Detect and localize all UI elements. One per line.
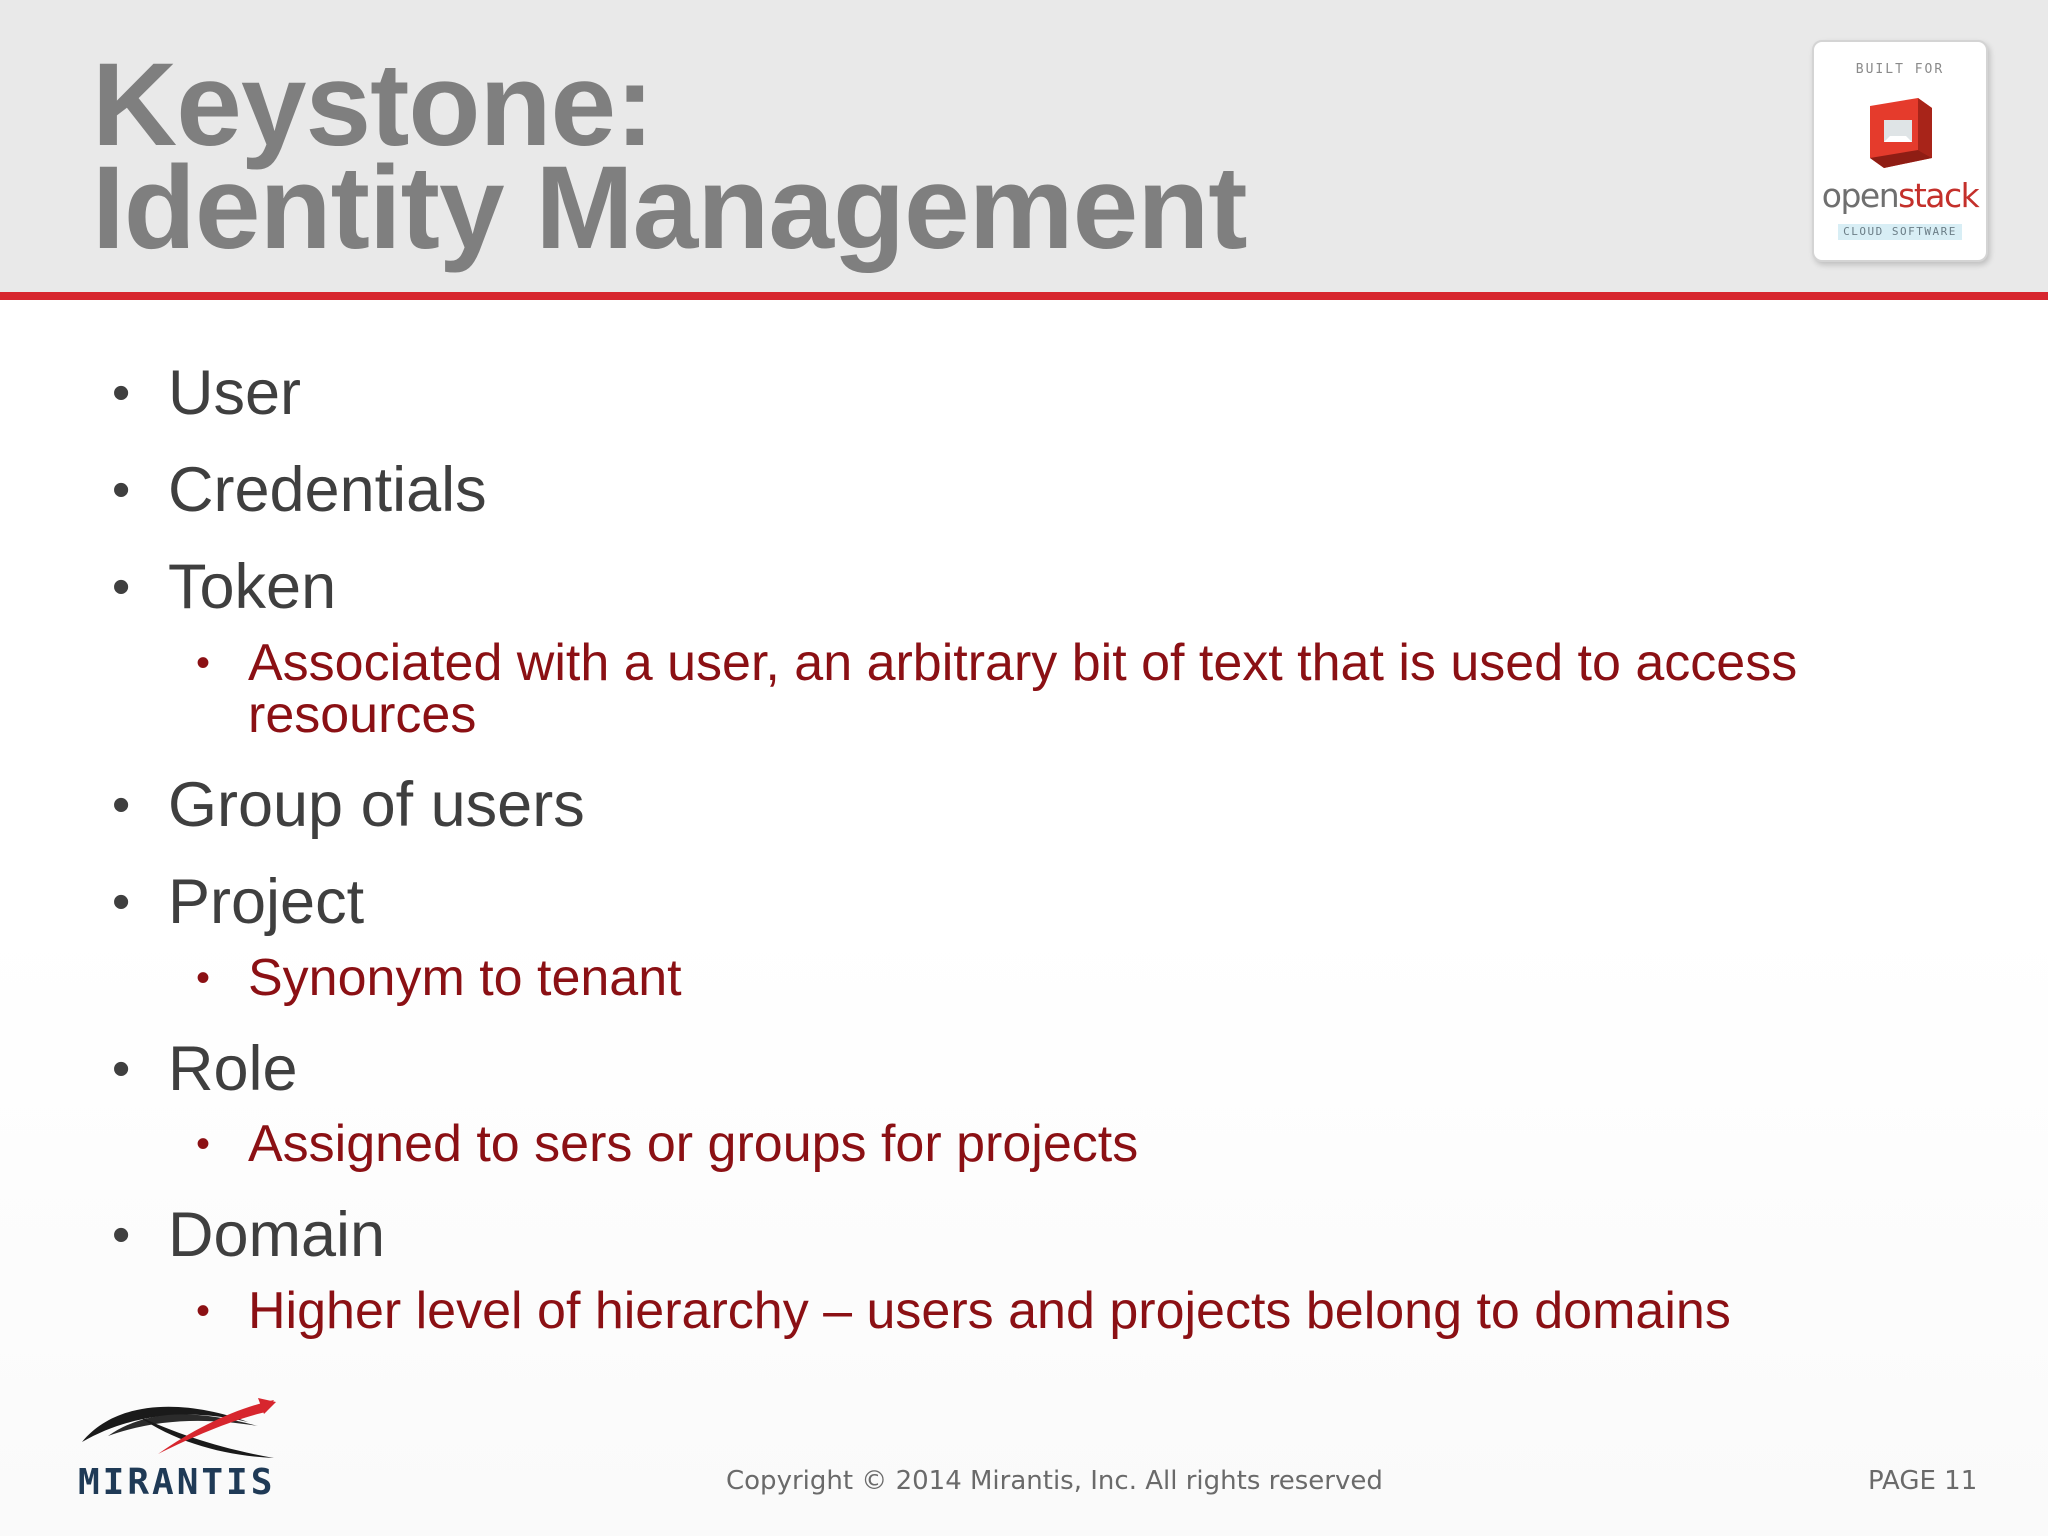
sub-bullet-glyph: • [196, 1289, 211, 1333]
mirantis-wordmark: MIRANTIS [78, 1462, 276, 1503]
sub-bullet-text: Higher level of hierarchy – users and projects belong to domains [248, 1282, 1731, 1340]
badge-top-text: BUILT FOR [1855, 62, 1945, 77]
bullet-text: Token [168, 552, 337, 622]
sub-bullet-text: Synonym to tenant [248, 949, 682, 1007]
sub-bullet-text: Associated with a user, an arbitrary bit of text that is used to access resources [248, 634, 1798, 744]
slide-title-line-2: Identity Management [92, 142, 1247, 274]
bullet-glyph: • [112, 873, 131, 931]
bullet-glyph: • [112, 364, 131, 422]
bullet-text: Role [168, 1034, 298, 1104]
bullet-glyph: • [112, 461, 131, 519]
bullet-text: User [168, 358, 302, 428]
bullet-glyph: • [112, 1040, 131, 1098]
copyright-text: Copyright © 2014 Mirantis, Inc. All rights reserved [726, 1466, 1383, 1496]
mirantis-swoosh-icon [78, 1396, 278, 1462]
bullet-glyph: • [112, 558, 131, 616]
sub-bullet-glyph: • [196, 641, 211, 685]
bullet-glyph: • [112, 776, 131, 834]
page-number: PAGE 11 [1868, 1466, 1978, 1496]
bullet-glyph: • [112, 1206, 131, 1264]
sub-bullet-glyph: • [196, 956, 211, 1000]
badge-bottom-text: CLOUD SOFTWARE [1838, 224, 1962, 240]
badge-brand-bold: stack [1898, 176, 1979, 215]
bullet-text: Project [168, 867, 365, 937]
sub-bullet-glyph: • [196, 1122, 211, 1166]
mirantis-logo [78, 1396, 278, 1506]
bullet-text: Credentials [168, 455, 487, 525]
sub-bullet-text: Assigned to sers or groups for projects [248, 1115, 1139, 1173]
badge-brand-light: open [1821, 176, 1899, 215]
bullet-text: Domain [168, 1200, 386, 1270]
bullet-text: Group of users [168, 770, 585, 840]
slide-title-line-1: Keystone: [92, 39, 654, 171]
